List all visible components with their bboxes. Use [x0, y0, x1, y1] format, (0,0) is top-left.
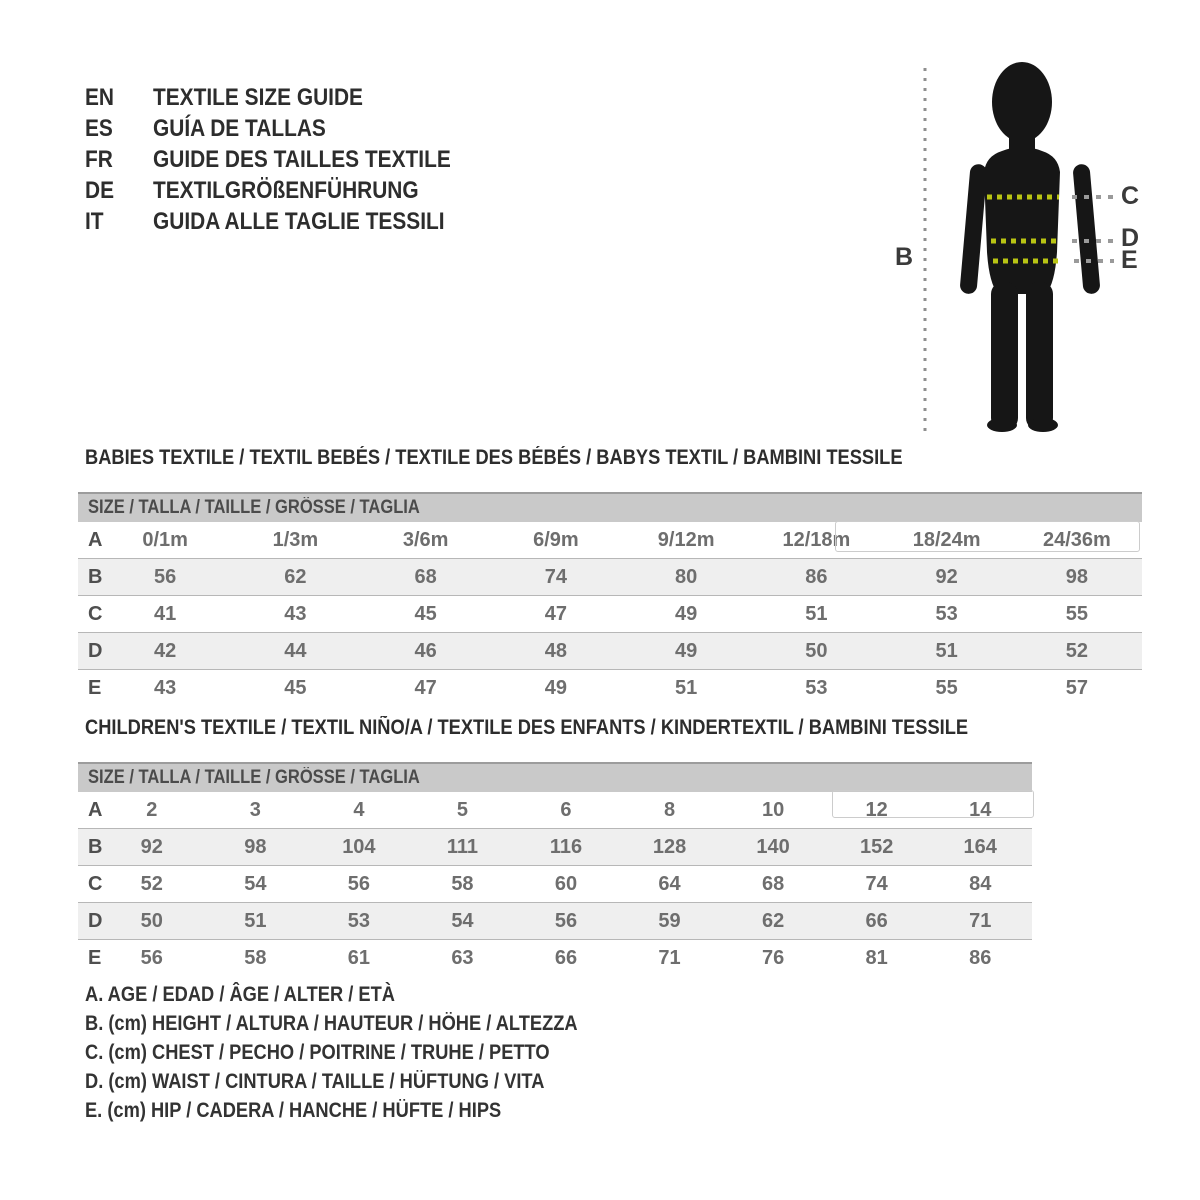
size-cell: 56 — [347, 872, 370, 895]
size-cell: 8 — [663, 798, 676, 821]
table-row — [78, 829, 1032, 866]
table-row — [78, 903, 1032, 940]
size-cell: 128 — [652, 835, 687, 858]
size-cell: 47 — [544, 602, 567, 625]
size-cell: 45 — [414, 602, 437, 625]
size-cell: 59 — [658, 909, 681, 932]
size-cell: 4 — [353, 798, 365, 821]
size-cell: 41 — [154, 602, 177, 625]
size-cell: 60 — [554, 872, 578, 895]
row-label: A — [88, 528, 103, 551]
size-cell: 71 — [658, 947, 681, 969]
size-cell: 74 — [544, 565, 567, 588]
size-cell: 3 — [249, 798, 261, 821]
size-cell: 64 — [658, 872, 681, 895]
size-cell: 111 — [446, 835, 479, 858]
size-cell: 51 — [935, 639, 958, 662]
height-label: B — [895, 243, 914, 271]
size-cell: 53 — [935, 602, 958, 625]
size-cell: 0/1m — [142, 528, 188, 551]
row-label: C — [88, 602, 103, 625]
size-cell: 1/3m — [272, 528, 319, 551]
waist-label: D — [1121, 224, 1140, 252]
row-label: C — [88, 872, 103, 895]
language-code: EN — [85, 84, 115, 111]
size-cell: 5 — [456, 798, 468, 821]
language-row — [85, 206, 495, 237]
size-cell: 2 — [146, 798, 158, 821]
row-label: A — [88, 798, 103, 821]
measurement-legend — [85, 980, 651, 1125]
size-cell: 54 — [244, 872, 267, 895]
table-row — [78, 633, 1142, 670]
language-row — [85, 82, 495, 113]
size-cell: 62 — [761, 909, 785, 932]
babies-row-a-highlight-box — [835, 521, 1140, 552]
size-cell: 92 — [140, 835, 163, 858]
size-cell: 12/18m — [782, 528, 851, 551]
size-cell: 74 — [865, 872, 888, 895]
size-cell: 12 — [865, 798, 888, 821]
size-cell: 51 — [244, 909, 267, 932]
size-cell: 51 — [675, 677, 698, 699]
babies-section-title: BABIES TEXTILE / TEXTIL BEBÉS / TEXTILE DES BÉBÉS / BABYS TEXTIL / BAMBINI TESSILE — [85, 446, 903, 469]
table-row — [78, 940, 1032, 977]
size-cell: 152 — [859, 835, 894, 858]
size-cell: 55 — [935, 677, 958, 699]
size-cell: 56 — [140, 947, 163, 969]
size-cell: 54 — [451, 909, 474, 932]
size-cell: 44 — [284, 639, 307, 662]
size-cell: 56 — [554, 909, 578, 932]
table-row — [78, 559, 1142, 596]
size-cell: 53 — [805, 677, 828, 699]
language-code: ES — [85, 115, 113, 142]
size-cell: 24/36m — [1042, 528, 1111, 551]
size-cell: 50 — [140, 909, 163, 932]
legend-item: B. (cm) HEIGHT / ALTURA / HAUTEUR / HÖHE / ALTEZZA — [85, 1012, 578, 1035]
language-row — [85, 113, 495, 144]
size-cell: 46 — [414, 639, 437, 662]
child-silhouette-icon — [959, 62, 1100, 432]
size-cell: 3/6m — [402, 528, 449, 551]
legend-item: C. (cm) CHEST / PECHO / POITRINE / TRUHE / PETTO — [85, 1041, 550, 1064]
language-row — [85, 175, 495, 206]
size-cell: 43 — [154, 677, 177, 699]
row-label: B — [88, 835, 103, 858]
size-cell: 98 — [244, 835, 267, 858]
size-cell: 86 — [805, 565, 828, 588]
size-cell: 48 — [544, 639, 567, 662]
children-row-a-highlight-box — [832, 790, 1034, 818]
size-cell: 80 — [675, 565, 698, 588]
size-cell: 47 — [414, 677, 437, 699]
language-row — [85, 144, 495, 175]
size-cell: 68 — [414, 565, 437, 588]
size-cell: 71 — [969, 909, 992, 932]
size-cell: 43 — [284, 602, 307, 625]
size-cell: 62 — [284, 565, 307, 588]
size-cell: 45 — [284, 677, 307, 699]
size-cell: 164 — [963, 835, 997, 858]
size-cell: 52 — [1065, 639, 1088, 662]
legend-item: A. AGE / EDAD / ÂGE / ALTER / ETÀ — [85, 983, 395, 1006]
language-title: GUÍA DE TALLAS — [153, 115, 326, 142]
table-row — [78, 670, 1142, 707]
table-header-bar: SIZE / TALLA / TAILLE / GRÖSSE / TAGLIA — [78, 492, 1142, 522]
size-cell: 63 — [451, 947, 474, 969]
size-cell: 50 — [805, 639, 828, 662]
size-cell: 9/12m — [657, 528, 715, 551]
legend-item: D. (cm) WAIST / CINTURA / TAILLE / HÜFTUNG / VITA — [85, 1070, 545, 1093]
size-cell: 116 — [549, 835, 583, 858]
language-code: DE — [85, 177, 115, 204]
size-cell: 52 — [140, 872, 163, 895]
size-cell: 56 — [154, 565, 177, 588]
size-cell: 98 — [1065, 565, 1088, 588]
size-cell: 57 — [1065, 677, 1088, 699]
size-cell: 140 — [756, 835, 790, 858]
table-header-bar: SIZE / TALLA / TAILLE / GRÖSSE / TAGLIA — [78, 762, 1032, 792]
size-cell: 84 — [969, 872, 992, 895]
language-list — [85, 82, 495, 237]
size-cell: 53 — [347, 909, 370, 932]
size-cell: 49 — [675, 639, 698, 662]
size-cell: 66 — [865, 909, 888, 932]
legend-item: E. (cm) HIP / CADERA / HANCHE / HÜFTE / HIPS — [85, 1099, 502, 1122]
size-cell: 55 — [1065, 602, 1088, 625]
language-title: GUIDE DES TAILLES TEXTILE — [153, 146, 451, 173]
size-cell: 14 — [969, 798, 992, 821]
size-cell: 68 — [761, 872, 785, 895]
row-label: E — [88, 947, 102, 969]
size-cell: 61 — [347, 947, 370, 969]
size-cell: 10 — [761, 798, 785, 821]
size-cell: 6/9m — [533, 528, 579, 551]
chest-label: C — [1121, 182, 1140, 210]
row-label: E — [88, 677, 102, 699]
size-cell: 66 — [554, 947, 578, 969]
size-cell: 49 — [544, 677, 567, 699]
size-cell: 92 — [935, 565, 958, 588]
table-row — [78, 596, 1142, 633]
row-label: D — [88, 639, 103, 662]
size-cell: 42 — [154, 639, 177, 662]
size-cell: 58 — [451, 872, 474, 895]
children-section-title: CHILDREN'S TEXTILE / TEXTIL NIÑO/A / TEXTILE DES ENFANTS / KINDERTEXTIL / BAMBINI TESSILE — [85, 716, 969, 739]
row-label: B — [88, 565, 103, 588]
table-row — [78, 866, 1032, 903]
size-cell: 18/24m — [912, 528, 981, 551]
size-cell: 51 — [805, 602, 828, 625]
language-title: TEXTILE SIZE GUIDE — [153, 84, 363, 111]
language-title: GUIDA ALLE TAGLIE TESSILI — [153, 208, 445, 235]
size-cell: 49 — [675, 602, 698, 625]
size-cell: 76 — [761, 947, 785, 969]
size-cell: 6 — [560, 798, 572, 821]
row-label: D — [88, 909, 103, 932]
language-title: TEXTILGRÖßENFÜHRUNG — [153, 177, 419, 204]
size-cell: 86 — [969, 947, 992, 969]
language-code: FR — [85, 146, 113, 173]
language-code: IT — [85, 208, 104, 235]
size-cell: 81 — [865, 947, 888, 969]
hip-label: E — [1121, 246, 1138, 274]
size-cell: 58 — [244, 947, 267, 969]
size-cell: 104 — [342, 835, 376, 858]
